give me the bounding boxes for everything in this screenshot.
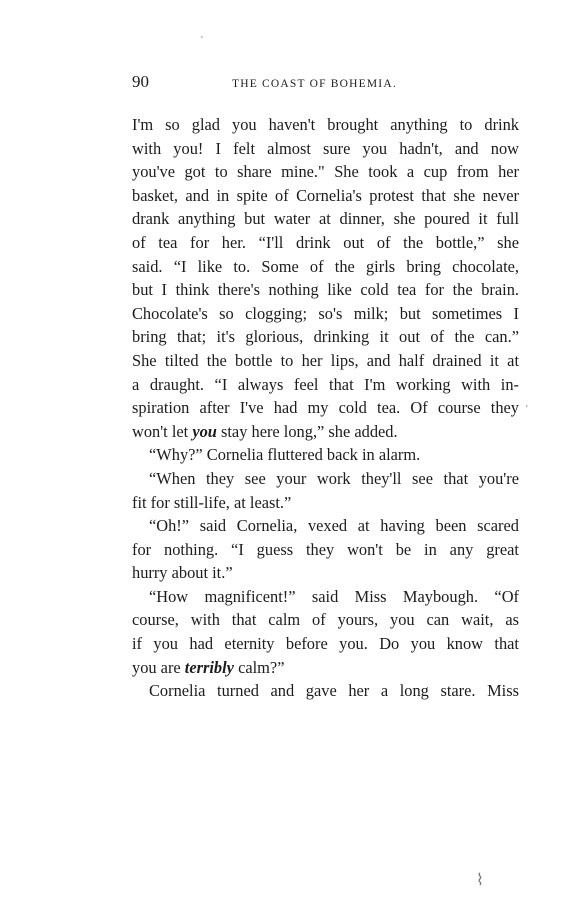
text-run: won't let [132, 421, 193, 441]
text-line-6: of tea for her. “I'll drink out of the bottle,” she [132, 232, 519, 252]
text-line-20: hurry about it.” [132, 563, 233, 583]
text-line-11: She tilted the bottle to her lips, and half drained it at [132, 350, 519, 370]
emphasis-text: you [192, 421, 217, 441]
text-line-1: I'm so glad you haven't brought anything to drink [132, 115, 519, 134]
text-line-25: Cornelia turned and gave her a long stare. Miss [149, 681, 519, 701]
text-line-14 [132, 420, 519, 444]
body-text [132, 113, 519, 703]
emphasis-text: terribly [184, 657, 234, 677]
text-line-5: drank anything but water at dinner, she poured it full [132, 209, 519, 229]
text-line-22: course, with that calm of yours, you can wait, as [132, 610, 519, 630]
text-run: calm?” [233, 657, 285, 677]
text-line-13: spiration after I've had my cold tea. Of course they [132, 398, 519, 418]
text-line-23: if you had eternity before you. Do you know that [132, 634, 519, 654]
text-line-15: “Why?” Cornelia fluttered back in alarm. [149, 445, 421, 465]
ink-speck: ' [526, 404, 528, 415]
text-line-9: Chocolate's so clogging; so's milk; but sometimes I [132, 303, 519, 323]
text-line-2: with you! I felt almost sure you hadn't, and now [132, 138, 519, 158]
text-line-21: “How magnificent!” said Miss Maybough. “Of [149, 586, 519, 606]
text-line-10: bring that; it's glorious, drinking it out of the can.” [132, 327, 519, 347]
ink-speck: ' [201, 35, 203, 46]
text-line-12: a draught. “I always feel that I'm working with in- [132, 374, 519, 394]
ink-speck: ⌇ [476, 872, 484, 889]
text-line-8: but I think there's nothing like cold tea for the brain. [132, 280, 519, 300]
text-line-17: fit for still-life, at least.” [132, 492, 292, 512]
text-line-24 [132, 656, 519, 680]
text-line-18: “Oh!” said Cornelia, vexed at having been scared [149, 516, 519, 536]
text-line-4: basket, and in spite of Cornelia's protest that she never [132, 185, 519, 205]
text-run: you are [132, 657, 185, 677]
text-line-3: you've got to share mine." She took a cup from her [132, 162, 519, 182]
text-line-19: for nothing. “I guess they won't be in any great [132, 539, 519, 559]
running-head: THE COAST OF BOHEMIA. [232, 78, 397, 90]
page-number: 90 [132, 72, 149, 91]
text-line-7: said. “I like to. Some of the girls bring chocolate, [132, 256, 519, 276]
text-line-16: “When they see your work they'll see that you're [149, 468, 519, 488]
text-run: stay here long,” she added. [216, 421, 398, 441]
